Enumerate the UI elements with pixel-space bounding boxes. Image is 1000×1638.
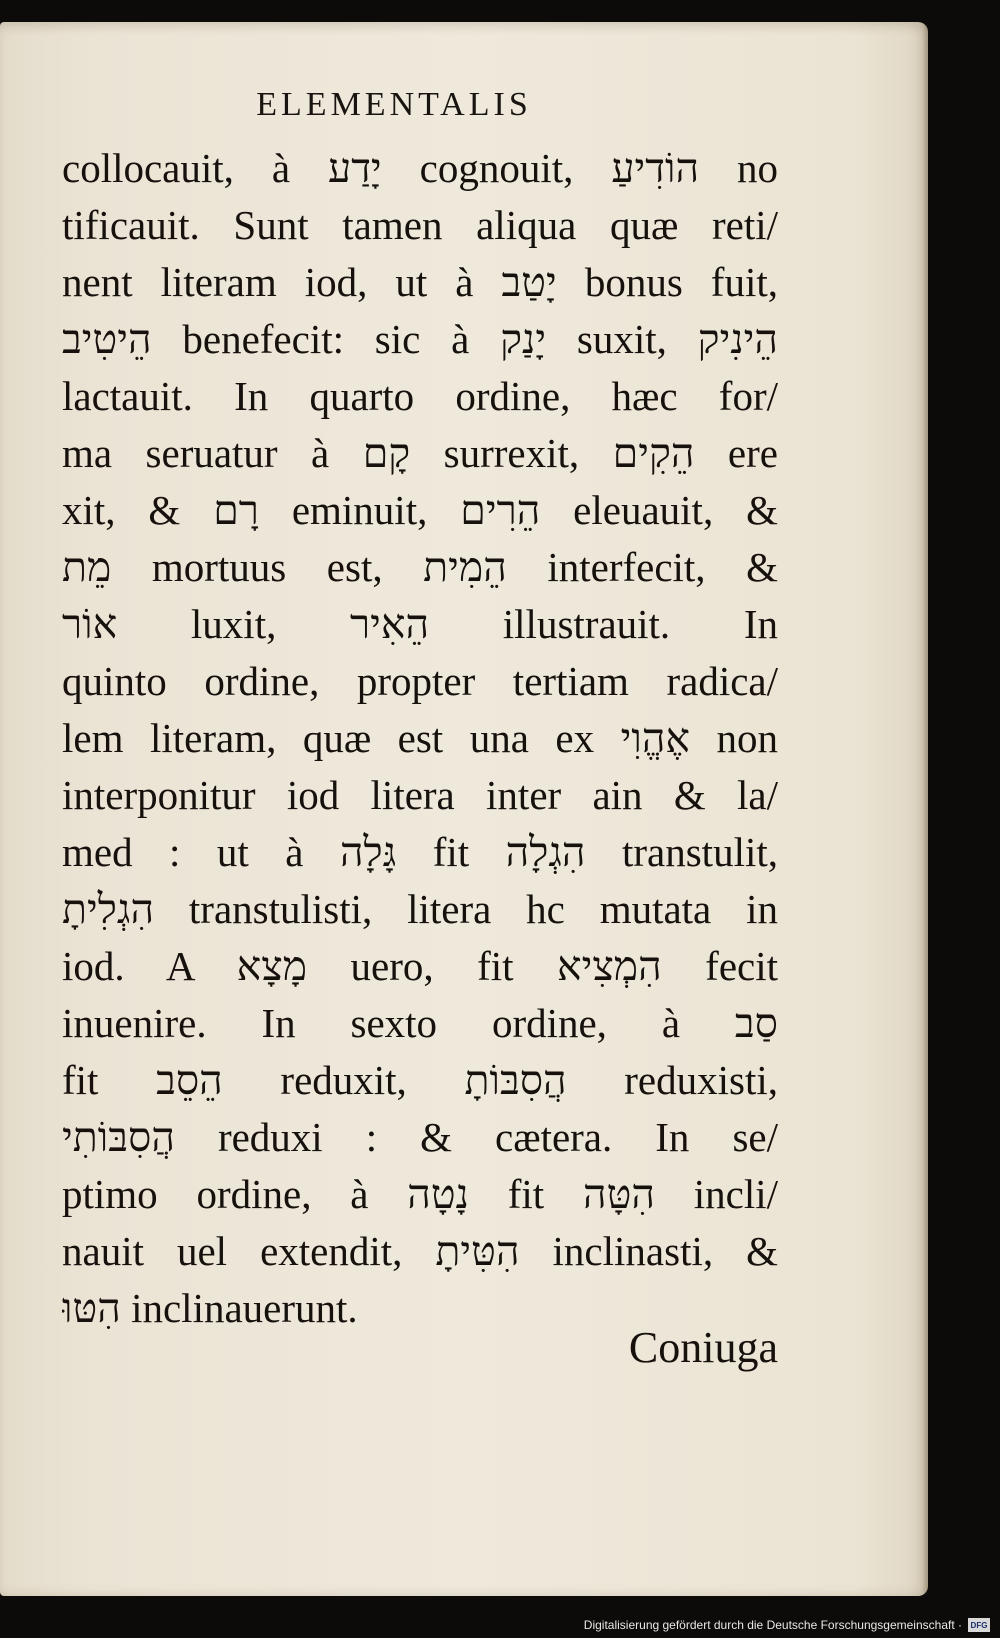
running-head: ELEMENTALIS: [256, 86, 532, 123]
catchword: Coniuga: [628, 1323, 778, 1372]
text-line: collocauit, à יָדַע cognouit, הוֹדִיעַ no: [62, 145, 778, 191]
body-text: [62, 140, 778, 1337]
text-line: nauit uel extendit, הִטִּיתָ inclinasti, &: [62, 1228, 778, 1274]
text-line: inuenire. In sexto ordine, à סַב: [62, 1000, 778, 1046]
text-line: ptimo ordine, à נָטָה fit הִטָּה incli/: [62, 1171, 778, 1217]
page-edge-shadow: [922, 22, 928, 1596]
text-line: xit, & רָם eminuit, הֵרִים eleuauit, &: [62, 487, 778, 533]
text-line: interponitur iod litera inter ain & la/: [62, 772, 778, 818]
text-line: הִטּוּ inclinauerunt.: [62, 1285, 358, 1331]
dfg-logo-icon: DFG: [968, 1618, 990, 1632]
digitization-footer: [0, 1612, 1000, 1638]
text-line: nent literam iod, ut à יָטַב bonus fuit,: [62, 259, 778, 305]
text-line: lactauit. In quarto ordine, hæc for/: [62, 373, 778, 419]
text-line: אוֹר luxit, הֵאִיר illustrauit. In: [62, 601, 778, 647]
text-line: tificauit. Sunt tamen aliqua quæ reti/: [62, 202, 778, 248]
text-line: lem literam, quæ est una ex אֶהֱוִי non: [62, 715, 778, 761]
book-page: [0, 22, 928, 1596]
text-line: ma seruatur à קָם surrexit, הֵקִים ere: [62, 430, 778, 476]
text-line: מֵת mortuus est, הֵמִית interfecit, &: [62, 544, 778, 590]
text-line: quinto ordine, propter tertiam radica/: [62, 658, 778, 704]
text-line: הִגְלִיתָ transtulisti, litera hc mutata in: [62, 886, 778, 932]
text-line: הֵיטִיב benefecit: sic à יָנַק suxit, הֵינִיק: [62, 316, 778, 362]
footer-credit: Digitalisierung gefördert durch die Deutsche Forschungsgemeinschaft ·: [583, 1618, 962, 1632]
text-line: med : ut à גָּלָה fit הִגְלָה transtulit,: [62, 829, 778, 875]
text-line: fit הֵסֵב reduxit, הֲסִבּוֹתָ reduxisti,: [62, 1057, 778, 1103]
text-line: הֲסִבּוֹתִי reduxi : & cætera. In se/: [62, 1114, 778, 1160]
text-line: iod. A מָצָא uero, fit הִמְצִיא fecit: [62, 943, 778, 989]
